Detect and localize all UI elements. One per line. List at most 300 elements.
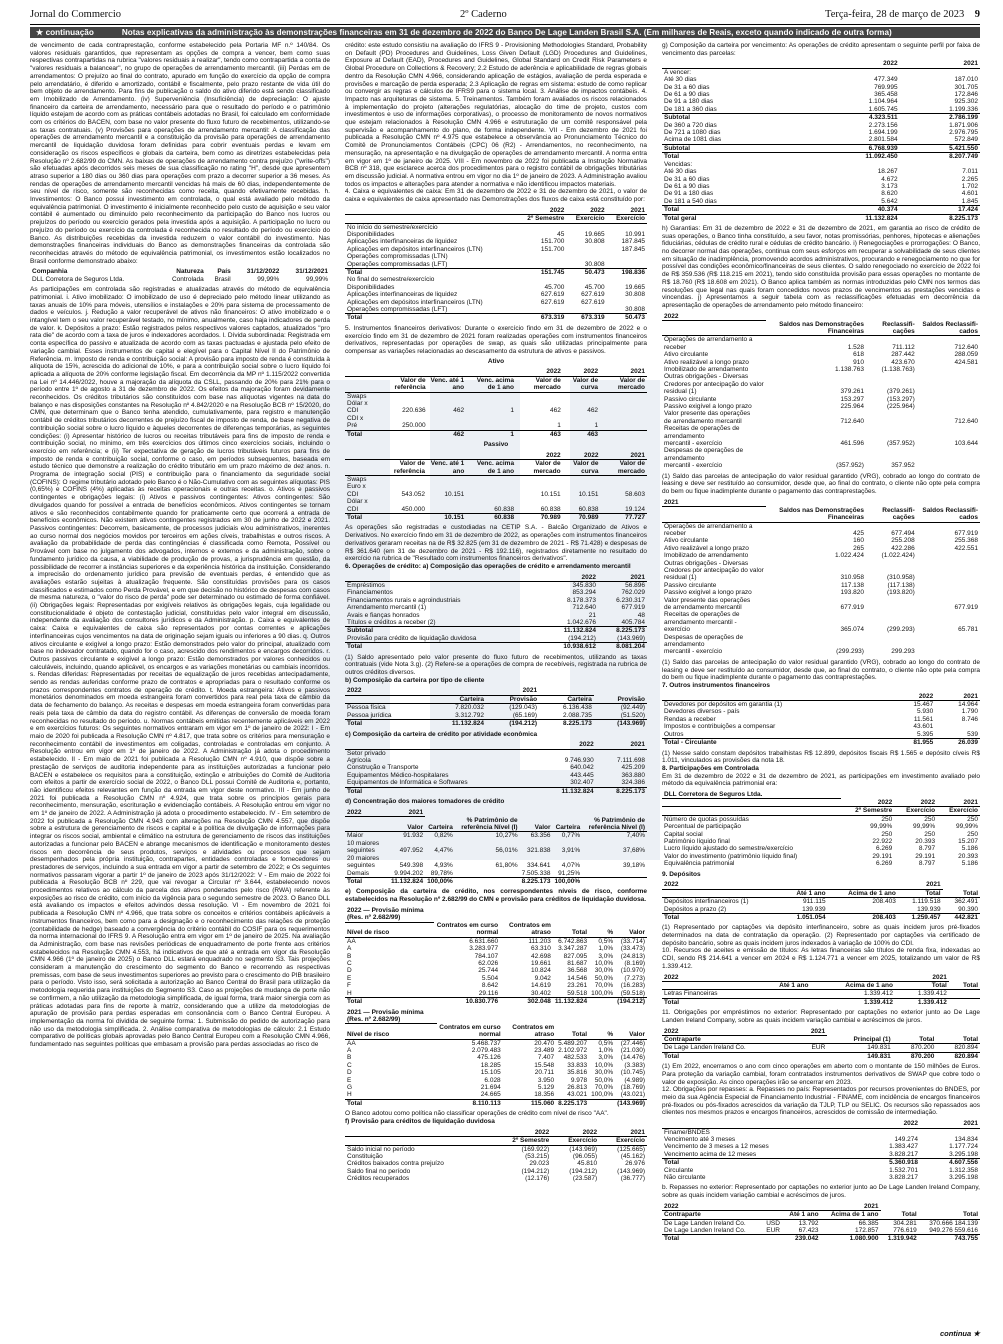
- table-header-cell: 2022 — Provisão mínima (Res. nº 2.682/99): [345, 907, 434, 922]
- table-row: [345, 945, 647, 952]
- table-row: [345, 284, 647, 291]
- table-cell: Equipamentos Médico-hospitalares: [347, 771, 449, 779]
- table-cell: 3.283.977: [469, 945, 499, 953]
- table-header-row: [345, 460, 647, 476]
- table-cell: Swaps: [347, 475, 367, 483]
- table-cell: 3,91%: [561, 847, 581, 855]
- table-header-row: [345, 207, 647, 215]
- table-cell: 1.845: [961, 197, 978, 205]
- table-cell: (169.922): [521, 1145, 550, 1153]
- table-cell: [589, 1099, 615, 1107]
- table-cell: (194.212): [568, 634, 596, 642]
- subsidiary-table: [662, 791, 980, 868]
- table-row: [345, 877, 647, 885]
- table-cell: USD: [766, 1219, 780, 1227]
- table-cell: 45: [557, 230, 565, 238]
- table-cell: 10.151: [427, 513, 466, 521]
- client-type-table: [345, 687, 647, 727]
- table-cell: [516, 392, 563, 400]
- table-row: [345, 430, 647, 438]
- table-cell: [949, 998, 980, 1006]
- table-header-cell: 2021: [935, 693, 980, 701]
- table-cell: 3.950: [537, 1076, 555, 1084]
- table-cell: 6.768.939: [811, 144, 899, 152]
- table-cell: [428, 415, 466, 430]
- derivatives-ativo-table: [345, 368, 647, 438]
- table-cell: [949, 990, 980, 998]
- table-cell: Receitas de operações de: [664, 611, 740, 619]
- table-cell: Outros: [664, 730, 684, 738]
- table-row: [345, 1054, 647, 1061]
- table-header-cell: Valor de curva: [563, 460, 601, 476]
- table-header-cell: 2021 — Provisão mínima (Res. nº 2.682/99): [345, 1009, 437, 1024]
- table-cell: 139.939: [917, 905, 941, 913]
- table-row: [345, 415, 647, 430]
- investment-table: [30, 268, 330, 283]
- table-cell: [935, 723, 980, 730]
- table-cell: 1.790: [961, 708, 978, 716]
- table-cell: Total: [662, 1235, 761, 1243]
- table-header-cell: [345, 376, 377, 392]
- table-cell: 9.978: [570, 1076, 588, 1084]
- table-cell: 8.225.173: [539, 720, 594, 728]
- table-header-cell: [539, 687, 594, 695]
- table-row: [345, 1069, 647, 1076]
- table-cell: Até 30 dias: [664, 168, 697, 176]
- table-cell: 2.273.156: [868, 121, 898, 129]
- table-cell: 870.200: [910, 1044, 935, 1052]
- table-row: [345, 855, 647, 870]
- table-cell: 422.286: [891, 544, 915, 552]
- table-row: [345, 953, 647, 960]
- table-cell: 365.458: [874, 91, 898, 99]
- table-header-cell: [427, 452, 466, 460]
- table-row: [662, 359, 980, 366]
- table-header-cell: 2021: [607, 207, 647, 215]
- investment-table-row: [30, 276, 330, 283]
- table-cell: 627.619: [581, 291, 605, 299]
- table-cell: [917, 396, 980, 403]
- note-7-title: 7. Outros instrumentos financeiros: [662, 681, 770, 689]
- table-cell: 776.619: [893, 1226, 917, 1234]
- table-cell: 7.820.032: [455, 704, 485, 712]
- table-cell: 462: [453, 407, 465, 415]
- table-header-cell: Valor de mercado: [516, 460, 563, 476]
- table-row: [662, 366, 980, 373]
- table-cell: 769.995: [874, 83, 898, 91]
- table-cell: 26.813: [567, 1084, 588, 1092]
- table-cell: (23.587): [572, 1175, 598, 1183]
- table-row: [345, 1175, 647, 1182]
- table-cell: 321.838: [527, 847, 551, 855]
- page-number: 9: [974, 9, 980, 20]
- table-cell: [589, 998, 615, 1006]
- table-cell: Até 30 dias: [664, 76, 697, 84]
- table-cell: 5.129: [537, 1084, 555, 1092]
- table-header-row: [662, 693, 980, 701]
- table-cell: de arrendamento mercantil: [664, 604, 742, 611]
- deposits-note: (1) Representado por captações via depósito interfinanceiro, sobre as quais incidem juros pré-fixados determinados na data de contratação da operação. (2) Representado por captações via certificado de depósito bancário, sobre as quais incidem juros indexados à variação de 100% do CDI.: [662, 924, 980, 947]
- table-header-cell: [662, 507, 766, 522]
- other-financial-instruments-note: (1) Nesse saldo constam depósitos trabalhistas R$ 12.899, depósitos fiscais R$ 1.565 e depósito cíveis R$ 1.011, vinculados as provisões da nota 18.: [662, 749, 980, 765]
- table-cell: AA: [347, 1039, 356, 1047]
- table-cell: 91.932: [403, 832, 424, 840]
- table-row: [662, 351, 980, 358]
- table-cell: B: [347, 1054, 352, 1062]
- table-cell: Aplicações interfinanceiras de liquidez: [347, 238, 458, 246]
- table-cell: arrendamento mercantil - exercício: [664, 618, 737, 634]
- table-header-cell: 2022: [662, 1203, 761, 1211]
- table-header-row: [662, 791, 980, 799]
- table-header-cell: [662, 693, 891, 701]
- table-cell: Total: [662, 1052, 798, 1060]
- table-row: [662, 396, 980, 403]
- note-12-text: 12. Obrigações por repasses: a. Repasses no país: Representados por recursos provenientes do BNDES, por meio da sua Agência Especial de Financiamento Industrial - FINAME, com incidência de encargos financeiros pré-fixados ou pós-fixados acrescidos da variação da TJLP, TLP ou SELIC. Os recursos são repassados aos clientes nos mesmos prazos e encargos financeiros, acrescidos de comissão de intermediação.: [662, 1086, 980, 1117]
- table-cell: 60.838: [494, 505, 515, 513]
- continued-label: continua ★: [939, 1329, 980, 1338]
- table-row: [662, 723, 980, 730]
- table-cell: [917, 410, 980, 417]
- table-cell: 30.808: [625, 306, 645, 314]
- table-header-cell: Até 1 ano: [756, 981, 810, 989]
- table-row: [345, 779, 647, 787]
- table-cell: Lucro líquido ajustado do semestre/exercício: [664, 845, 793, 853]
- table-cell: Ativo circulante: [664, 351, 709, 359]
- table-row: [345, 1099, 647, 1107]
- table-cell: Operações compromissadas (LFT): [347, 306, 448, 314]
- table-cell: Receitas de operações de arrendamento: [664, 425, 740, 440]
- table-cell: 3.295.198: [949, 1173, 978, 1181]
- table-header-cell: Total: [898, 889, 943, 897]
- table-header-cell: Saldos Reclassifi-cados: [917, 507, 980, 522]
- table-header-row: [345, 574, 647, 582]
- table-row: [662, 440, 980, 447]
- table-cell: Swaps: [347, 392, 367, 400]
- table-cell: [761, 1235, 782, 1243]
- table-cell: 193.820: [840, 589, 864, 597]
- table-cell: 250.000: [402, 422, 426, 430]
- table-cell: 5.504: [481, 974, 499, 982]
- table-cell: 1,0%: [598, 945, 614, 953]
- table-cell: 677.919: [840, 604, 864, 611]
- table-cell: [920, 1128, 980, 1136]
- table-row: [662, 708, 980, 715]
- table-cell: 23.489: [534, 1047, 555, 1055]
- table-cell: 81.955: [891, 739, 936, 747]
- table-cell: 1.319.942: [881, 1235, 919, 1243]
- table-cell: Disponibilidades: [347, 230, 395, 238]
- table-row: [662, 462, 980, 469]
- table-cell: (33.714): [620, 937, 645, 945]
- allowance-title: f) Provisão para créditos de liquidação duvidosa: [345, 1118, 495, 1125]
- table-cell: Passivo circulante: [664, 581, 717, 589]
- table-cell: [516, 253, 566, 260]
- table-cell: 33.833: [567, 1061, 588, 1069]
- table-cell: Equivalência patrimonial: [664, 860, 735, 868]
- table-cell: Operações compromissadas (LTN): [347, 253, 448, 261]
- table-cell: 463: [563, 430, 600, 438]
- table-cell: 50.473: [607, 314, 647, 322]
- table-cell: [377, 513, 427, 521]
- table-cell: 30.808: [625, 291, 645, 299]
- table-cell: 45.700: [544, 283, 565, 291]
- table-cell: 482.533: [563, 1054, 588, 1062]
- table-row: [345, 231, 647, 238]
- table-cell: 299.293: [891, 648, 915, 656]
- table-cell: Capital social: [664, 830, 703, 838]
- table-cell: 2.786.199: [900, 114, 980, 122]
- table-header-cell: Contratos em curso normal: [434, 922, 500, 937]
- table-cell: mercantil - exercício: [664, 648, 723, 656]
- table-row: [345, 582, 647, 590]
- table-header-cell: Total: [893, 1035, 937, 1043]
- table-cell: 4.607.556: [920, 1159, 980, 1167]
- table-cell: [566, 306, 606, 314]
- table-cell: 50,0%: [594, 1076, 614, 1084]
- table-cell: [427, 475, 466, 483]
- table-cell: 477.349: [874, 76, 898, 84]
- table-row: [662, 161, 980, 168]
- table-cell: 65.781: [958, 626, 978, 634]
- table-cell: 187.845: [621, 245, 645, 253]
- table-cell: Provisão para crédito de liquidação duvidosa: [347, 634, 477, 642]
- table-cell: 677.919: [621, 604, 645, 612]
- table-header-cell: Reclassifi-cações: [866, 507, 917, 522]
- table-header-row: [662, 60, 980, 68]
- table-cell: [917, 381, 980, 396]
- table-cell: (194.212): [569, 1167, 598, 1175]
- table-cell: 5.186: [961, 845, 978, 853]
- table-cell: 10.151: [540, 490, 561, 498]
- table-row: [662, 823, 980, 830]
- table-row: [662, 403, 980, 410]
- table-cell: 37,68%: [622, 847, 645, 855]
- table-header-row: [345, 922, 647, 937]
- table-cell: Pessoa física: [347, 704, 386, 712]
- table-cell: 21.694: [480, 1084, 501, 1092]
- table-cell: 11.132.824: [390, 877, 424, 885]
- table-header-row: [662, 321, 980, 336]
- table-cell: DLL Corretora de Seguros Ltda.: [32, 275, 125, 283]
- table-row: [345, 960, 647, 967]
- table-cell: (357.952): [836, 462, 864, 470]
- note-8-title: 8. Participações em Controlada: [662, 764, 759, 772]
- table-cell: [756, 990, 810, 998]
- table-header-cell: [466, 368, 516, 376]
- table-cell: 18.356: [534, 1091, 555, 1099]
- table-header-cell: Venc. acima de 1 ano: [466, 460, 516, 476]
- table-cell: 1.119.518: [912, 898, 941, 906]
- table-cell: Financiamentos rurais e agroindustriais: [347, 596, 461, 604]
- table-cell: (4.989): [624, 1076, 645, 1084]
- table-cell: 11.132.824: [811, 214, 899, 222]
- table-cell: Euro x CDI: [347, 483, 366, 498]
- table-cell: 10.151: [444, 490, 465, 498]
- table-cell: 81.687: [567, 960, 588, 968]
- table-cell: 853.294: [572, 589, 596, 597]
- table-cell: Total: [662, 998, 756, 1006]
- table-cell: 310.958: [840, 574, 864, 582]
- table-header-cell: Carteira: [426, 695, 486, 703]
- table-header-cell: Contratos em curso normal: [437, 1024, 503, 1039]
- table-cell: [917, 373, 980, 380]
- table-cell: 3.347.287: [558, 945, 588, 953]
- table-cell: Saldo inicial no período: [347, 1145, 415, 1153]
- table-row: [662, 1143, 980, 1150]
- table-header-row: [345, 687, 647, 695]
- table-cell: [756, 998, 810, 1006]
- table-row: [662, 84, 980, 91]
- table-row: [662, 1174, 980, 1181]
- table-row: [345, 1091, 647, 1099]
- table-row: [345, 261, 647, 269]
- table-header-cell: 2022: [539, 741, 595, 749]
- table-cell: 10 maiores seguintes: [347, 839, 380, 855]
- table-header-row: [345, 907, 647, 922]
- table-cell: 0,5%: [598, 937, 614, 945]
- table-cell: 99,99%: [870, 823, 893, 831]
- table-header-cell: 2021: [821, 1203, 881, 1211]
- table-header-cell: Contratos em atraso: [503, 1024, 556, 1039]
- table-cell: Aplicações em depósitos interfinanceiros (LTN): [347, 298, 483, 306]
- table-cell: Total: [345, 998, 434, 1006]
- table-cell: 29.191: [872, 852, 893, 860]
- table-cell: 712.640: [954, 417, 978, 425]
- table-header-cell: [428, 368, 466, 376]
- table-cell: 1.871.906: [949, 121, 978, 129]
- table-row: [662, 845, 980, 852]
- table-row: [662, 198, 980, 206]
- table-row: [345, 1084, 647, 1091]
- table-cell: 2.079.483: [471, 1047, 501, 1055]
- table-row: [662, 619, 980, 634]
- table-header-cell: 2022: [662, 974, 756, 982]
- table-cell: No início do semestre/exercício: [347, 223, 438, 231]
- allowance-table: [345, 1129, 647, 1183]
- table-header-cell: Exercício: [607, 215, 647, 223]
- table-header-cell: 2021: [486, 687, 539, 695]
- table-header-cell: 2021: [389, 809, 425, 817]
- table-cell: De 91 a 180 dias: [664, 98, 714, 106]
- table-cell: 99,99%: [955, 823, 978, 831]
- table-cell: D: [347, 967, 352, 975]
- table-row: [345, 604, 647, 611]
- table-cell: 149.831: [827, 1052, 892, 1060]
- table-header-row: [662, 799, 980, 807]
- table-cell: [766, 373, 866, 380]
- table-cell: (27.446): [620, 1039, 645, 1047]
- reclassification-2022-note: (1) Saldo das parcelas de antecipação do valor residual garantido (VRG), cobrado ao longo do contrato de leasing e deve ser restituído ao consumidor, desde que, ao final do contrato, o cliente não opte pela compra do bem ou fique inadimplente durante o pagamento das contraprestações.: [662, 472, 980, 496]
- table-cell: 14.964: [958, 701, 978, 709]
- table-cell: 618: [853, 351, 864, 359]
- table-cell: Acima de 1081 dias: [664, 136, 722, 144]
- table-cell: Dólar x CDI: [347, 400, 368, 415]
- note-5-derivatives-text: 5. Instrumentos financeiros derivativos: Durante o exercício findo em 31 de dezembro de 2022 e o exercício findo em 31 de dezembro de 2021 foram realizadas operações com instrumentos financeiros derivativos, representadas por operações de swap, as quais são utilizadas principalmente para compensar as variações relacionadas ao descasamento da estrutura de ativos e passivos.: [345, 324, 647, 355]
- table-cell: [866, 418, 917, 425]
- table-row: [345, 1077, 647, 1084]
- table-cell: [866, 560, 917, 567]
- note-9-title: 9. Depósitos: [662, 870, 701, 878]
- table-cell: 13.792: [798, 1219, 819, 1227]
- table-header-cell: [662, 60, 811, 68]
- table-cell: (129.043): [509, 704, 538, 712]
- table-row: [662, 381, 980, 396]
- table-header-cell: 2022: [662, 1028, 798, 1036]
- table-header-row: [345, 1129, 647, 1137]
- table-header-row: [345, 376, 647, 392]
- table-header-cell: 2022: [345, 687, 426, 695]
- table-row: [662, 648, 980, 655]
- col1-paragraph-2: As participações em controlada são registradas e atualizadas através do método de equivalência patrimonial. i. Ativo imobilizado: O imobilizado de uso é depreciado pelo método linear utilizando as taxas anuais de 10% para móveis, utensílios e instalações e 20% para sistema de processamento de dados e veículos. j. Redução a valor recuperável de ativos não financeiros: O ativo imobilizado e o intangível tem o seu valor recuperável testado, no mínimo, anualmente, caso haja indicadores de perda de valor. k. Depósitos a prazo: Estão registrados pelos respectivos valores captados, atualizados "pro rata die" de acordo com a taxa de juros e indexadores acordados. l. Dívida subordinada: Registrada em conta específica do passivo e atualizada de acordo com as taxas pactuadas e ajustada pelo efeito de variação cambial. Esses instrumentos de capital e elegível para o Capital Nível II do Patrimônio de Referência. m. Imposto de renda e contribuição social: A provisão para imposto de renda é constituída à alíquota de 15%, acrescida do adicional de 10%, e para a contribuição social sobre o lucro líquido foi aplicada a alíquota de 20% conforme legislação fiscal. Em decorrência da MP nº 1.115/2022 convertida na Lei nº 14.446/2022, houve a majoração da alíquota da CSLL, passando de 20% para 21% para o período entre 1º de agosto a 31 de dezembro de 2022. Os efeitos da majoração foram devidamente reconhecidos. Os créditos tributários são constituídos com base nas alíquotas vigentes na data do balanço e nas disposições constantes na Resolução nº 4.842/2020 e na Resolução BCB nº 15/2020, do CMN, que determinam que o Banco tenha atendido, cumulativamente, para registro e manutenção contábil de créditos tributários decorrentes de prejuízo fiscal de imposto de renda, de base negativa de contribuição social sobre o lucro líquido e àqueles decorrentes de diferenças temporárias, as seguintes condições: (i) Apresentar histórico de lucros ou receitas tributáveis para fins de imposto de renda e contribuição social, no mínimo, em três exercícios dos últimos cinco exercícios sociais, incluindo o exercício em referência; e (ii) Ter expectativa de geração de lucros tributáveis futuros para fins de imposto de renda e contribuição social, conforme o caso, em períodos subsequentes, baseada em estudo técnico que demonstre a realização do crédito tributário em um prazo máximo de dez anos. n. Programa de integração social (PIS) e contribuição para o financiamento da seguridade social (COFINS): O regime tributário adotado pelo Banco é o Não-Cumulativo com as seguintes alíquotas: PIS (0,65%) e COFINS (4%) aplicadas às receitas operacionais e outras receitas. o. Ativos e passivos contingentes e obrigações legais: (i) Ativos e passivos contingentes: Ativos contingentes: São divulgados quando for possível a entrada de benefícios econômicos. Ativos contingentes se tornam ativos e são reconhecidos contabilmente quando for praticamente certo que ocorrerá a entrada de benefícios econômicos. Não existem ativos contingentes registrados em 30 de junho de 2022 e 2021. Passivos contingentes: Decorrem, basicamente, de processos judiciais e/ou administrativos, inerentes ao curso normal dos negócios movidos por terceiros em ações cíveis, trabalhistas e outros riscos. A avaliação da probabilidade de perda das contingências é classificada como Remota, Possível ou Provável com base no julgamento dos advogados, internos e externos e da administração, sobre o fundamento jurídico da causa, a viabilidade de produção de provas, a jurisprudência em questão, da possibilidade de recorrer a instâncias superiores e da experiência histórica da instituição. Considerando a imprecisão do ordenamento jurídico para previsão de eventuais perdas, é entendido que as avaliações estarão sujeitas à atualização frequente. São constituídas provisões para os casos classificados e estimados como Perda Provável, e em que decisão no histórico de despesas com casos de mesma natureza, o "valor do risco de perda" pode ser determinado ou estimado de forma confiável. (ii) Obrigações legais: Representadas por exigíveis relativos às obrigações legais, cuja legalidade ou constitucionalidade é objeto de contestação judicial, constituídas pelo valor integral em discussão, independente da avaliação dos consultores jurídicos e da Administração. p. Caixa e equivalentes de caixa: Caixa e equivalentes de caixa são representados por contas correntes e aplicações interfinanceiras cujos vencimentos na data de originação sejam iguais ou inferiores a 90 dias. q. Outros ativos circulante e exigível a longo prazo: Estão demonstrados pelo valor do principal, atualizado com base no indexador contratado, quando for o caso, acrescido dos rendimentos e encargos decorridos. r. Outros passivos circulante e exigível a longo prazo: Estão demonstrados por valores conhecidos ou calculáveis, incluindo, quando aplicável, os encargos e as variações monetárias ou cambiais incorridos. s. Rendas diferidas: Representadas por receitas de equalização de juros recebidas antecipadamente, sendo as rendas auferidas conforme prazo de contratos e apropriadas para o resultado conforme os prazos correspondentes contratos de operação de crédito. t. Moeda estrangeira: Ativos e passivos monetários denominados em moeda estrangeira foram convertidos para real pela taxa de câmbio da data de fechamento do balanço. As receitas e despesas em moeda estrangeira foram convertidas para reais pela taxa de câmbio da data do registro contábil. As diferenças de conversão de moeda foram reconhecidas no resultado do período. u. Normas contábeis emitidas recentemente aplicáveis em 2022 e em exercícios futuros: Os seguintes normativos entraram em vigor em 1º de janeiro de 2022: I - Em maio de 2020 foi publicada a Resolução CMN nº 4.817, que trata sobre os critérios para mensuração e reconhecimento contábil de investimentos em coligadas, controladas e controladas em conjunto. A Resolução entrou em vigor em 1º de janeiro de 2022. A Administração já adota o procedimento estabelecido. II - Em maio de 2021 foi publicada a Resolução CMN nº 4.910, que dispõe sobre a prestação de serviços de auditoria independente para as instituições autorizadas a funcionar pelo BACEN e estabelece os requisitos para a constituição, extinção e atribuições do Comitê de Auditoria com efeitos a partir de exercício social de 2022, o Banco DLL possui Comitê de Auditoria e, portanto, não identificou efeitos relevantes em função da entrada em vigor deste normativo. III - Em junho de 2021 foi publicada a Resolução CMN nº 4.924, que trata sobre os princípios gerais para reconhecimento, mensuração, escrituração e evidenciação contábeis. A Resolução entrou em vigor no em 1º de janeiro de 2022. A Administração já adota o procedimento estabelecido. IV - Em setembro de 2022 foi publicada a Resolução CMN 4.943 com alterações na Resolução CMN 4.557, que dispõe sobre a estrutura de gerenciamento de riscos e capital e a política de divulgação de informações para integrar os riscos social, ambiental e climático na estrutura de gerenciamento de riscos das instituições autorizadas a funcionar pelo BACEN e abrange mecanismos de identificação e monitoramento destes riscos em decorrência de seus produtos, serviços e atividades ou processos que sejam desempenhados pela própria instituição, contrapartes, entidades controladas e fornecedores ou prestadores de serviços, incluindo a sua entrada em vigor a partir de setembro de 2022; e Os seguintes normativos passaram vigorar a partir 1º de janeiro de 2023 após 31/12/2022: V - Em maio de 2022 foi publicada a Resolução BCB nº 229, que vai revogar a Circular nº 3.644, estabelecendo novos procedimentos relativos ao cálculo da parcela dos ativos ponderados pelo risco (RWA) referente às exposições ao risco de crédito, com início da vigência para o segundo semestre de 2023. O Banco DLL está avaliando os impactos e efeitos advindos dessa resolução. VI - Em novembro de 2021 foi publicada a Resolução CMN nº 4.966, que trata sobre os conceitos e critérios contábeis aplicáveis a instrumentos financeiros, bem como para a designação e o reconhecimento das relações de proteção (contabilidade de hedge) baseado a convergência do critério contábil do COSIF para os requerimentos da norma internacional do IFRS 9. A Resolução entra em vigor em 1º de janeiro de 2025. Na avaliação da Administração, com base nas revisões periódicas de enquadramento de porte frente aos critérios estabelecidos na Resolução CMN 4.553, há indicativos de que até a entrada em vigor da Resolução CMN 4.966 (1º de janeiro de 2025) o Banco DLL estará enquadrado no segmento S3. Tais projeções consideram a manutenção do crescimento do segmento do Banco e recorrendo as respectivas premissas, com base de seus investimentos superiores ao previsto para o crescimento do PIB brasileiro para o período. Visto isso, será solicitada a autorização ao Banco Central do Brasil para utilização da metodologia requerida para instituições do Segmento S3. Caso as projeções de mudança de porte não se confirmem, a não utilização da metodologia simplificada, de igual forma, trará maior sinergia com as práticas adotadas para fins de reporte à matriz, considerando que a utilize da metodologias de apuração de provisão para perdas esperadas em consonância com o Banco Central Europeu. A implementação da norma foi dividida de seguinte forma: 1. Submissão do pedido de autorização para não uso da metodologia simplificada. 2. Análise comparativa de metodologias de cálculo: 2.1 Estudo comparativo de políticas globais aprovadas pelo Banco Central Europeu com a Resolução CMN 4.966, fundamentado nas seguintes políticas que embasam a provisão para perdas associadas ao risco de: [30, 286, 330, 1049]
- table-cell: [917, 597, 980, 604]
- table-cell: 463: [516, 430, 563, 438]
- table-row: [662, 106, 980, 114]
- table-cell: (12.176): [525, 1175, 550, 1183]
- table-cell: 8.797: [918, 860, 936, 868]
- table-cell: 17.424: [900, 206, 980, 214]
- table-cell: 10.938.612: [544, 643, 598, 651]
- table-cell: 450.000: [401, 505, 425, 513]
- table-header-cell: 2022: [841, 799, 895, 807]
- table-cell: 77.727: [600, 513, 647, 521]
- table-cell: Saldo final no período: [347, 1167, 411, 1175]
- table-cell: H: [347, 989, 352, 997]
- table-header-cell: Valor: [389, 817, 425, 832]
- table-cell: Arrendamento mercantil (1): [347, 604, 427, 612]
- table-cell: 39,18%: [622, 862, 645, 870]
- table-cell: 442.821: [943, 913, 980, 921]
- table-cell: 100,00%: [554, 877, 581, 885]
- table-cell: A vencer:: [664, 68, 692, 76]
- table-cell: 151.700: [540, 238, 565, 246]
- table-cell: Vencidas:: [664, 160, 693, 168]
- table-row: [345, 704, 647, 712]
- table-cell: [566, 276, 606, 283]
- table-cell: [563, 475, 601, 483]
- table-cell: 302.407: [570, 779, 594, 787]
- table-cell: [377, 475, 427, 483]
- table-cell: 56,01%: [495, 847, 518, 855]
- table-header-cell: DLL Corretora de Seguros Ltda.: [662, 791, 841, 799]
- table-header-cell: [345, 695, 426, 703]
- table-cell: 59.518: [567, 989, 588, 997]
- table-cell: [596, 749, 647, 757]
- table-cell: Total: [345, 720, 426, 728]
- table-header-row: [662, 889, 980, 897]
- table-cell: 1.259.457: [898, 913, 943, 921]
- table-cell: [866, 597, 917, 604]
- table-cell: 10,0%: [594, 960, 614, 968]
- table-cell: [600, 415, 647, 430]
- table-cell: Percentual de participação: [664, 823, 741, 831]
- table-cell: [466, 475, 516, 483]
- table-header-cell: [345, 817, 389, 832]
- table-cell: De 181 a 540 dias: [664, 197, 717, 205]
- table-cell: [866, 410, 917, 417]
- table-cell: [917, 589, 980, 596]
- table-cell: 11.132.824: [426, 720, 486, 728]
- table-header-cell: [662, 981, 756, 989]
- table-cell: 304.281: [893, 1219, 917, 1227]
- col1-paragraph-1: de vencimento de cada contraprestação, conforme estabelecido pela Portaria MF n.º 140/84. Os valores residuais garantidos, que representam as opções de compra a vencer, bem como suas respectivas contrapartidas na rubrica "valores residuais a realizar", tendo como contrapartida a conta de "valores residuais a balancear", no grupo de operações de arrendamento mercantil. (iii) Perdas em de arrendamentos: O prejuízo ao final do contrato, apurado em função do exercício da opção de compra pelo arrendatário, é diferido e amortizado, contábil e fiscalmente, pelo prazo restante de vida útil do bem objeto de arrendamento. Para fins de publicação o saldo do ativo diferido está sendo classificado em Imobilizado de Arrendamento. (iv) Superveniência (Insuficiência) de depreciação: O ajuste financeiro da carteira de arrendamento, necessário para que o resultado do período e o patrimônio líquido estejam de acordo com as práticas contábeis adotadas no Brasil, foi calculado em conformidade com os critérios do BACEN, com base no valor presente do fluxo futuro de recebimentos, utilizando-se as taxas contratuais. (v) Provisões para operações de arrendamento mercantil: A classificação das operações de arrendamento mercantil e a constituição da provisão para operações de arrendamento mercantil de liquidação duvidosa foram definidas para cobrir eventuais perdas e levam em consideração os riscos específicos e globais da carteira, bem como as diretrizes estabelecidas pela Resolução nº 2.682/99 do CMN. As baixas de operações de arrendamento contra prejuízo ("write-offs") são efetuadas após decorridos seis meses de sua classificação no rating "H", desde que apresentem atraso superior a 180 dias ou 360 dias para operações com prazo a decorrer superior a 36 meses. As rendas de operações de arrendamento mercantil vencidas há mais de 60 dias, independentemente de seu nível de risco, somente são reconhecidas como receita, quando efetivamente recebidas. h. Investimentos: O Banco possui investimento em controlada, o qual está avaliado pelo método da equivalência patrimonial. O investimento é inicialmente reconhecido pelo custo de aquisição e seu valor contábil é aumentado ou diminuído pelo reconhecimento da participação do Banco nos lucros ou prejuízos do período ou exercício gerados pela investida após a aquisição. A participação no lucro ou prejuízo do período ou exercício da controlada é reconhecida no resultado do período ou exercício do Banco. As distribuições recebidas da investida reduzem o valor contábil do investimento. Nas demonstrações financeiras individuais do Banco as demonstrações financeiras da controlada são reconhecidas através do método de equivalência patrimonial, os investimentos estão localizados no Brasil conforme demonstrado abaixo:: [30, 42, 330, 265]
- table-cell: Imobilizado de arrendamento: [664, 366, 749, 374]
- table-cell: 250: [924, 815, 936, 823]
- table-header-cell: 2º Semestre: [492, 1137, 552, 1145]
- table-row: [345, 720, 647, 728]
- table-cell: [798, 1052, 827, 1060]
- table-cell: 6.136.438: [563, 704, 592, 712]
- table-row: [345, 982, 647, 989]
